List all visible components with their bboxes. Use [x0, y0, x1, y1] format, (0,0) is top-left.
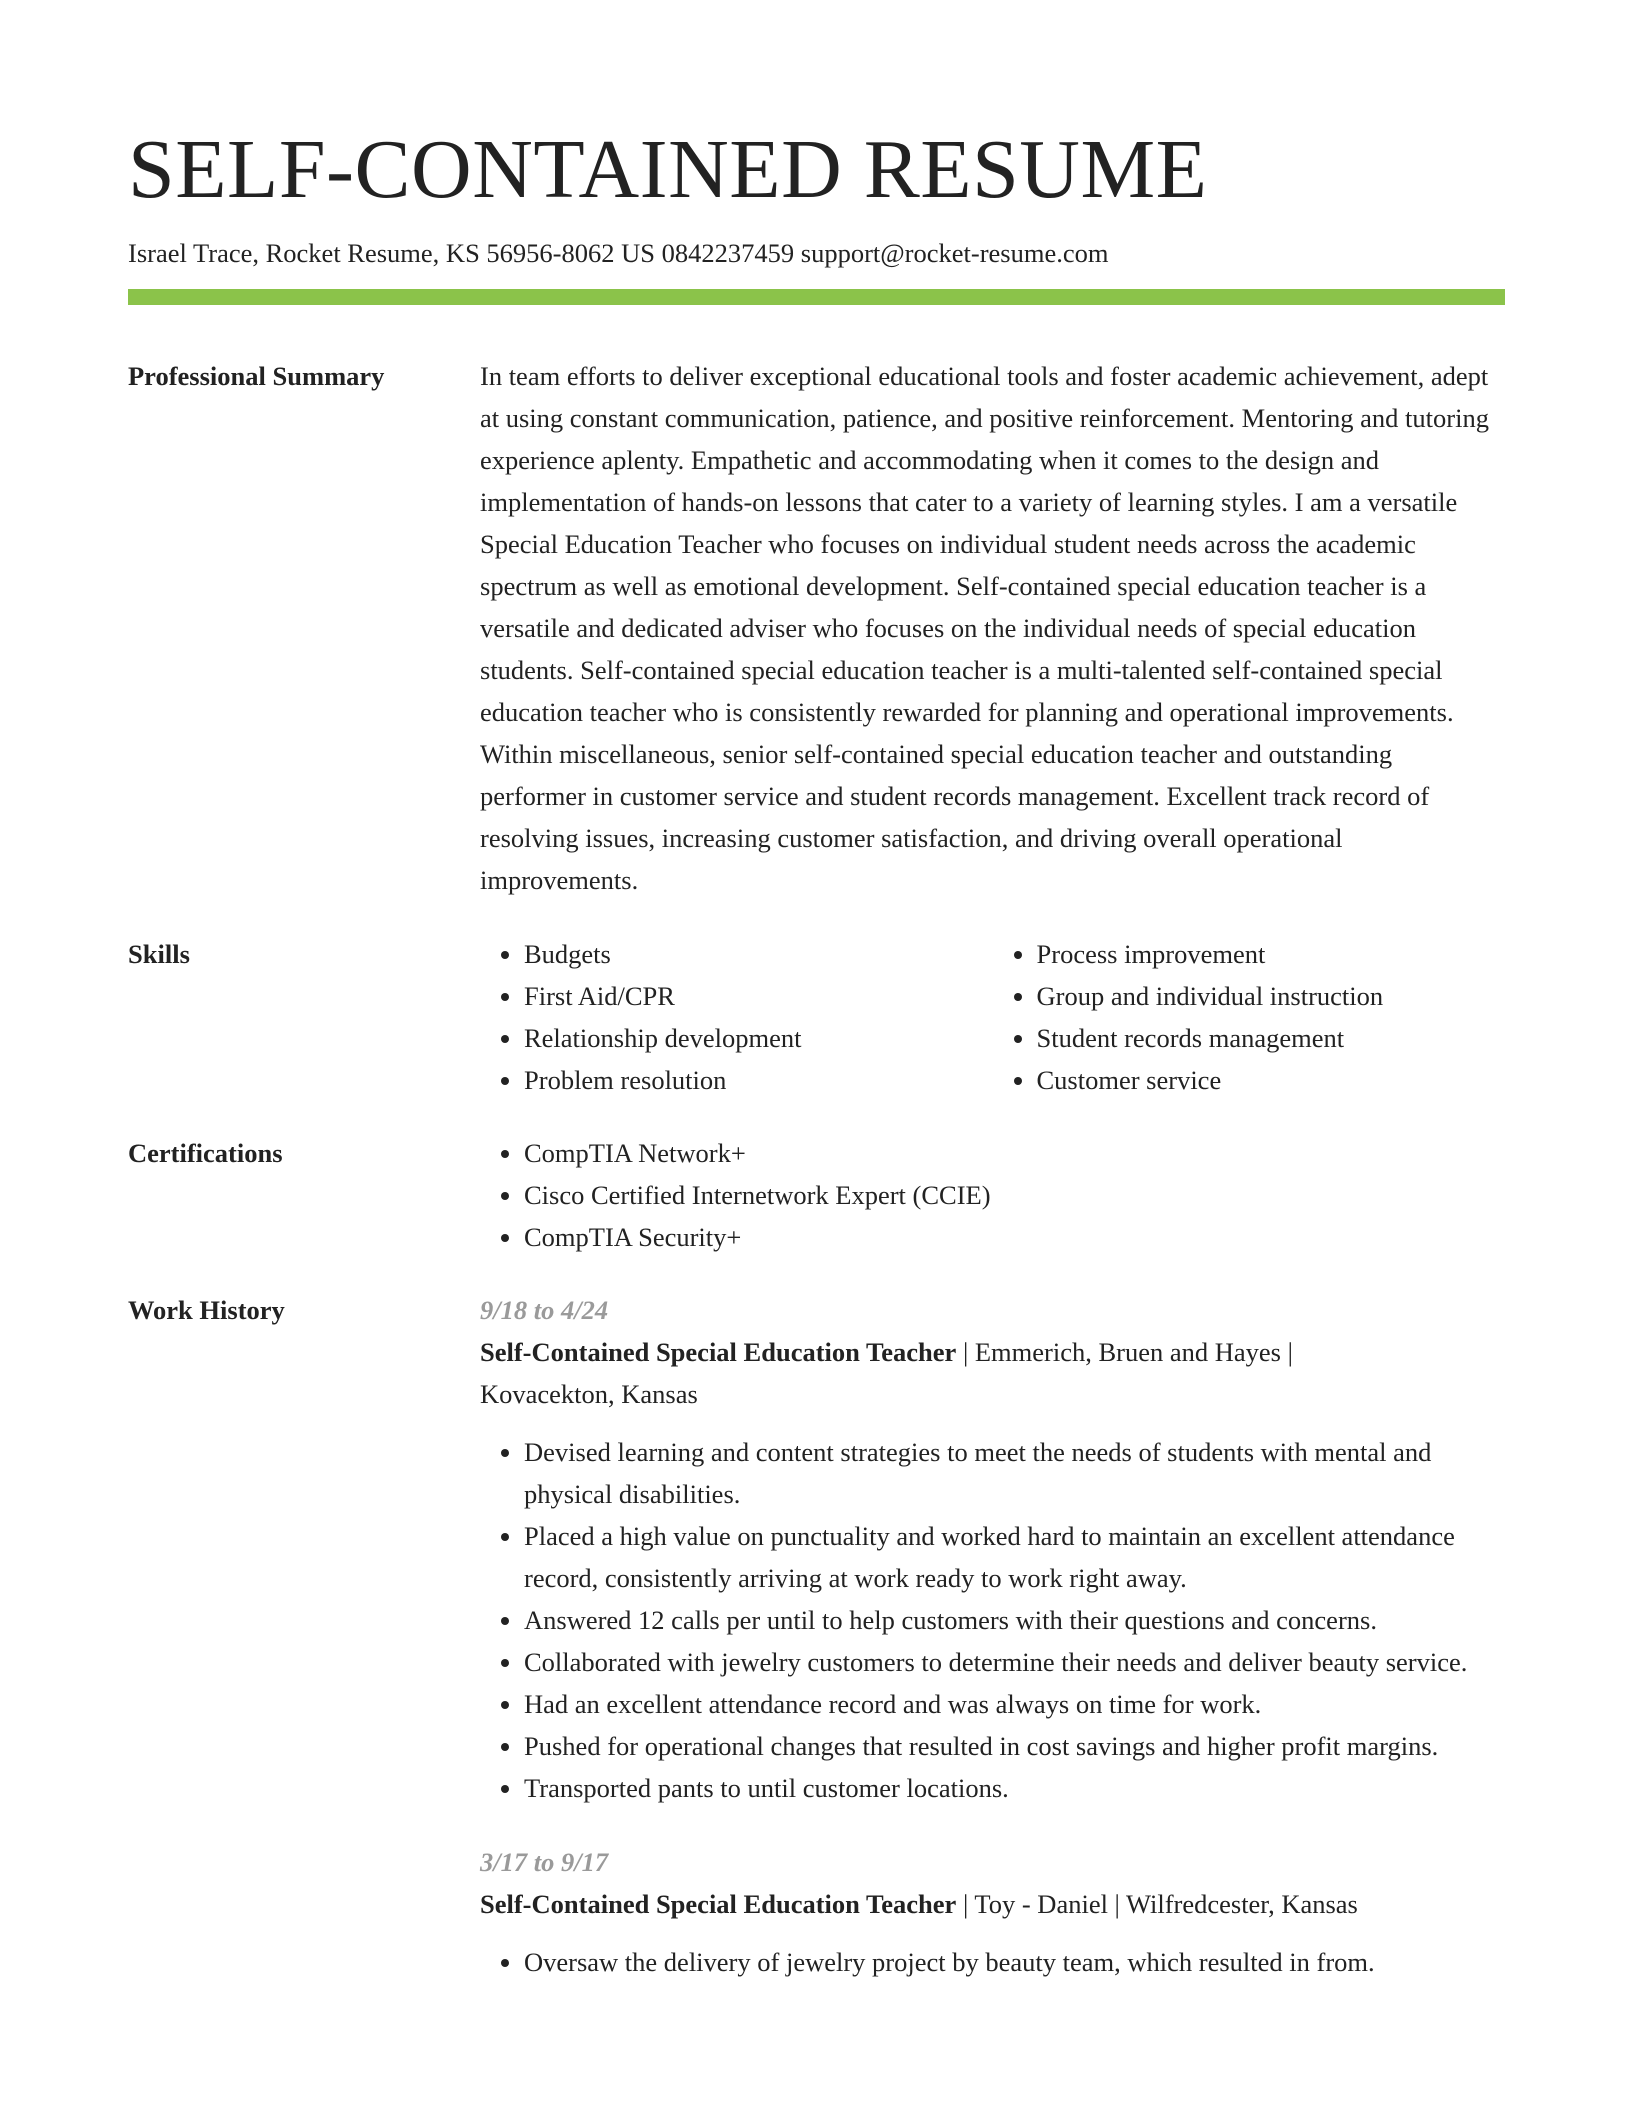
skill-item: • Relationship development [524, 1017, 993, 1059]
skills-body [480, 933, 1505, 1101]
skill-item: • Group and individual instruction [1037, 975, 1506, 1017]
certifications-list [480, 1132, 1505, 1258]
skill-item: • Problem resolution [524, 1059, 993, 1101]
certification-item: • CompTIA Security+ [524, 1216, 1505, 1258]
job-bullet: • Oversaw the delivery of jewelry project by beauty team, which resulted in from. [524, 1941, 1505, 1983]
summary-heading: Professional Summary [128, 361, 385, 391]
job-entry [480, 1841, 1505, 1983]
job-dates: 3/17 to 9/17 [480, 1847, 609, 1877]
certifications-body [480, 1132, 1505, 1258]
job-bullet: • Had an excellent attendance record and was always on time for work. [524, 1683, 1505, 1725]
certifications-heading: Certifications [128, 1138, 283, 1168]
work-history-body [480, 1289, 1505, 1983]
skills-section [128, 933, 1505, 1101]
work-history-section [128, 1289, 1505, 1983]
certifications-section [128, 1132, 1505, 1258]
contact-email: support@rocket-resume.com [800, 238, 1109, 268]
job-details: | Emmerich, Bruen and Hayes | Kovacekton, Kansas [480, 1337, 1293, 1409]
job-bullet: • Pushed for operational changes that resulted in cost savings and higher profit margins. [524, 1725, 1505, 1767]
skill-item: • First Aid/CPR [524, 975, 993, 1017]
resume-page [128, 118, 1505, 1983]
header-divider [128, 289, 1505, 305]
contact-address: Rocket Resume, KS 56956-8062 US [265, 238, 656, 268]
skill-item: • Customer service [1037, 1059, 1506, 1101]
certification-item: • CompTIA Network+ [524, 1132, 1505, 1174]
job-bullet-list [480, 1431, 1505, 1809]
skills-list-right [993, 933, 1506, 1101]
job-heading [480, 1883, 1505, 1925]
contact-line [128, 234, 1505, 272]
job-bullet: • Collaborated with jewelry customers to determine their needs and deliver beauty service. [524, 1641, 1505, 1683]
job-heading [480, 1331, 1505, 1415]
summary-body [480, 355, 1505, 901]
resume-title: SELF-CONTAINED RESUME [128, 123, 1208, 216]
skills-list-left [480, 933, 993, 1101]
summary-section [128, 355, 1505, 901]
skills-heading: Skills [128, 939, 190, 969]
certification-item: • Cisco Certified Internetwork Expert (CCIE) [524, 1174, 1505, 1216]
job-details: | Toy - Daniel | Wilfredcester, Kansas [956, 1889, 1358, 1919]
job-entry [480, 1289, 1505, 1809]
job-title: Self-Contained Special Education Teacher [480, 1337, 957, 1367]
job-title: Self-Contained Special Education Teacher [480, 1889, 957, 1919]
job-dates: 9/18 to 4/24 [480, 1295, 609, 1325]
job-bullet: • Transported pants to until customer locations. [524, 1767, 1505, 1809]
work-history-heading: Work History [128, 1295, 285, 1325]
skill-item: • Budgets [524, 933, 993, 975]
job-bullet: • Answered 12 calls per until to help customers with their questions and concerns. [524, 1599, 1505, 1641]
job-bullet-list [480, 1941, 1505, 1983]
job-bullet: • Placed a high value on punctuality and worked hard to maintain an excellent attendance record, consistently arriving at work ready to work right away. [524, 1515, 1505, 1599]
skill-item: • Process improvement [1037, 933, 1506, 975]
job-bullet: • Devised learning and content strategies to meet the needs of students with mental and physical disabilities. [524, 1431, 1505, 1515]
summary-text: In team efforts to deliver exceptional educational tools and foster academic achievement, adept at using constant communication, patience, and positive reinforcement. Mentoring and tutoring experience aplenty. Empathetic and accommodating when it comes to the design and implementation of hands-on lessons that cater to a variety of learning styles. I am a versatile Special Education Teacher who focuses on individual student needs across the academic spectrum as well as emotional development. Self-contained special education teacher is a versatile and dedicated adviser who focuses on the individual needs of special education students. Self-contained special education teacher is a multi-talented self-contained special education teacher who is consistently rewarded for planning and operational improvements. Within miscellaneous, senior self-contained special education teacher and outstanding performer in customer service and student records management. Excellent track record of resolving issues, increasing customer satisfaction, and driving overall operational improvements. [480, 361, 1489, 895]
skill-item: • Student records management [1037, 1017, 1506, 1059]
contact-phone: 0842237459 [661, 238, 795, 268]
contact-name: Israel Trace, [128, 238, 259, 268]
